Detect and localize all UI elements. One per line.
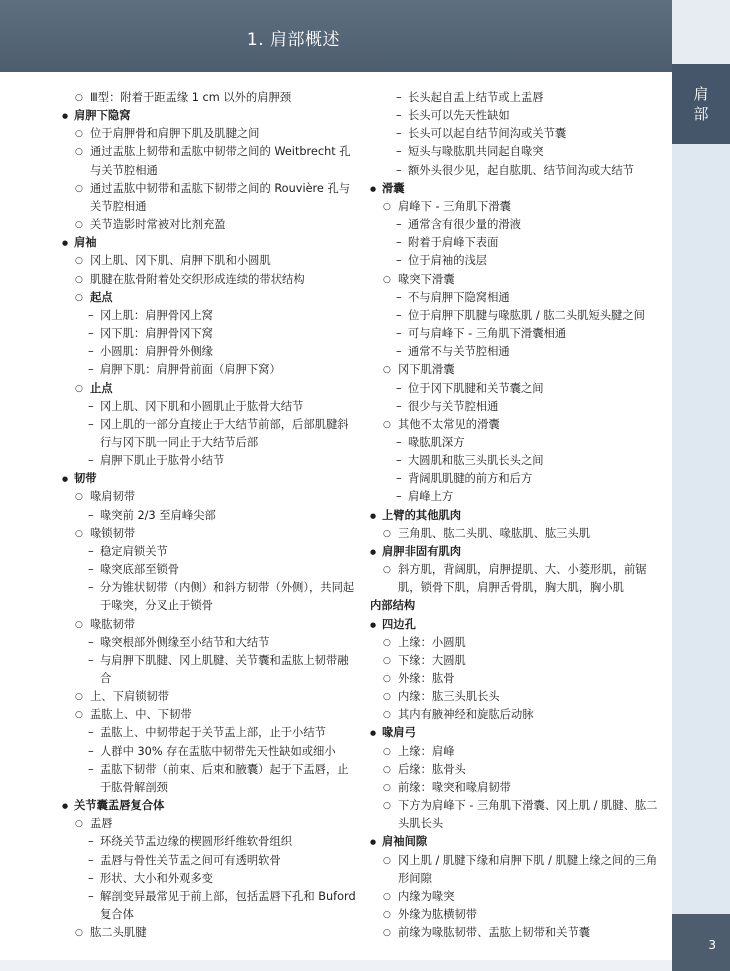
outline-item: – 冈上肌：肩胛骨冈上窝 <box>62 307 358 325</box>
outline-item: ○ 其他不太常见的滑囊 <box>370 416 666 434</box>
outline-item: – 喙突根部外侧缘至小结节和大结节 <box>62 634 358 652</box>
outline-heading: ● 关节囊盂唇复合体 <box>62 797 358 815</box>
chapter-title: 1. 肩部概述 <box>246 30 340 50</box>
outline-item: ○ 内缘为喙突 <box>370 888 666 906</box>
outline-item: – 冈上肌、冈下肌和小圆肌止于肱骨大结节 <box>62 398 358 416</box>
outline-heading: ● 四边孔 <box>370 616 666 634</box>
section-tab-line1: 肩 <box>693 85 709 103</box>
outline-item: – 肩胛下肌止于肱骨小结节 <box>62 452 358 470</box>
outline-item: ○ 上、下肩锁韧带 <box>62 688 358 706</box>
outline-item: ○ 外缘为肱横韧带 <box>370 906 666 924</box>
outline-item: ○ 冈下肌滑囊 <box>370 361 666 379</box>
outline-item: ○ 前缘：喙突和喙肩韧带 <box>370 779 666 797</box>
outline-item: ○ 喙肩韧带 <box>62 488 358 506</box>
outline-item: – 盂唇与骨性关节盂之间可有透明软骨 <box>62 852 358 870</box>
outline-item: ○ 冈上肌、冈下肌、肩胛下肌和小圆肌 <box>62 252 358 270</box>
outline-item: – 冈上肌的一部分直接止于大结节前部，后部肌腱斜行与冈下肌一同止于大结节后部 <box>62 416 358 452</box>
outline-item: – 位于冈下肌腱和关节囊之间 <box>370 380 666 398</box>
outline-heading: ● 韧带 <box>62 470 358 488</box>
outline-item: ○ 盂唇 <box>62 815 358 833</box>
outline-item: ○ 上缘：小圆肌 <box>370 634 666 652</box>
page-number: 3 <box>672 914 730 971</box>
outline-item: ○ 三角肌、肱二头肌、喙肱肌、肱三头肌 <box>370 525 666 543</box>
outline-item: ○ 后缘：肱骨头 <box>370 761 666 779</box>
outline-heading: ● 肩袖 <box>62 234 358 252</box>
outline-item: – 通常含有很少量的滑液 <box>370 216 666 234</box>
outline-item: ○ 关节造影时常被对比剂充盈 <box>62 216 358 234</box>
left-column <box>62 89 358 942</box>
outline-item: ○ 内缘：肱三头肌长头 <box>370 688 666 706</box>
outline-item: ○ 通过盂肱中韧带和盂肱下韧带之间的 Rouvière 孔与关节腔相通 <box>62 180 358 216</box>
outline-item: ○ 肌腱在肱骨附着处交织形成连续的带状结构 <box>62 271 358 289</box>
section-tab-line2: 部 <box>693 105 709 123</box>
outline-item: ○ 肩峰下 - 三角肌下滑囊 <box>370 198 666 216</box>
outline-item: ○ 外缘：肱骨 <box>370 670 666 688</box>
outline-item: ○ 起点 <box>62 289 358 307</box>
outline-item: – 肩胛下肌：肩胛骨前面（肩胛下窝） <box>62 361 358 379</box>
side-rail <box>672 0 730 971</box>
outline-item: ○ 冈上肌 / 肌腱下缘和肩胛下肌 / 肌腱上缘之间的三角形间隙 <box>370 852 666 888</box>
bottom-strip <box>0 960 672 971</box>
outline-item: ○ 位于肩胛骨和肩胛下肌及肌腱之间 <box>62 125 358 143</box>
outline-heading: ● 滑囊 <box>370 180 666 198</box>
outline-item: – 长头起自盂上结节或上盂唇 <box>370 89 666 107</box>
outline-item: ○ 其内有腋神经和旋肱后动脉 <box>370 706 666 724</box>
outline-item: – 附着于肩峰下表面 <box>370 234 666 252</box>
outline-item: ○ 喙突下滑囊 <box>370 271 666 289</box>
outline-item: ○ 上缘：肩峰 <box>370 743 666 761</box>
outline-item: ○ 下方为肩峰下 - 三角肌下滑囊、冈上肌 / 肌腱、肱二头肌长头 <box>370 797 666 833</box>
outline-item: – 喙突前 2/3 至肩峰尖部 <box>62 507 358 525</box>
outline-item: – 稳定肩锁关节 <box>62 543 358 561</box>
outline-item: – 与肩胛下肌腱、冈上肌腱、关节囊和盂肱上韧带融合 <box>62 652 358 688</box>
chapter-header <box>0 0 672 72</box>
outline-item: – 可与肩峰下 - 三角肌下滑囊相通 <box>370 325 666 343</box>
outline-heading: ● 喙肩弓 <box>370 724 666 742</box>
outline-item: – 喙突底部至锁骨 <box>62 561 358 579</box>
outline-heading: ● 上臂的其他肌肉 <box>370 507 666 525</box>
outline-item: ○ 通过盂肱上韧带和盂肱中韧带之间的 Weitbrecht 孔与关节腔相通 <box>62 143 358 179</box>
outline-item: – 分为锥状韧带（内侧）和斜方韧带（外侧），共同起于喙突，分叉止于锁骨 <box>62 579 358 615</box>
outline-item: – 额外头很少见，起自肱肌、结节间沟或大结节 <box>370 162 666 180</box>
outline-item: ○ 前缘为喙肱韧带、盂肱上韧带和关节囊 <box>370 924 666 942</box>
outline-item: – 形状、大小和外观多变 <box>62 870 358 888</box>
outline-item: – 肩峰上方 <box>370 488 666 506</box>
outline-item: – 喙肱肌深方 <box>370 434 666 452</box>
section-heading: 内部结构 <box>370 599 416 613</box>
outline-item: ○ 下缘：大圆肌 <box>370 652 666 670</box>
outline-item: – 小圆肌：肩胛骨外侧缘 <box>62 343 358 361</box>
outline-item: – 通常不与关节腔相通 <box>370 343 666 361</box>
outline-heading: ● 肩胛非固有肌肉 <box>370 543 666 561</box>
outline-item: – 冈下肌：肩胛骨冈下窝 <box>62 325 358 343</box>
outline-item: – 人群中 30% 存在盂肱中韧带先天性缺如或细小 <box>62 743 358 761</box>
outline-item: ○ Ⅲ型：附着于距盂缘 1 cm 以外的肩胛颈 <box>62 89 358 107</box>
outline-item: ○ 喙肱韧带 <box>62 616 358 634</box>
side-rail-band <box>672 144 730 914</box>
outline-item: – 盂肱下韧带（前束、后束和腋囊）起于下盂唇，止于肱骨解剖颈 <box>62 761 358 797</box>
outline-item: – 长头可以先天性缺如 <box>370 107 666 125</box>
outline-item: – 很少与关节腔相通 <box>370 398 666 416</box>
side-rail-top <box>672 0 730 64</box>
section-tab[interactable] <box>672 64 730 144</box>
outline-item: ○ 盂肱上、中、下韧带 <box>62 706 358 724</box>
outline-heading: ● 肩袖间隙 <box>370 833 666 851</box>
outline-item: – 大圆肌和肱三头肌长头之间 <box>370 452 666 470</box>
outline-heading: ● 肩胛下隐窝 <box>62 107 358 125</box>
outline-item: – 背阔肌肌腱的前方和后方 <box>370 470 666 488</box>
outline-item: ○ 斜方肌，背阔肌，肩胛提肌、大、小菱形肌，前锯肌，锁骨下肌，肩胛舌骨肌，胸大肌，胸小肌 <box>370 561 666 597</box>
outline-item: – 位于肩胛下肌腱与喙肱肌 / 肱二头肌短头腱之间 <box>370 307 666 325</box>
outline-item: – 环绕关节盂边缘的楔圆形纤维软骨组织 <box>62 833 358 851</box>
outline-item: ○ 喙锁韧带 <box>62 525 358 543</box>
outline-item: – 不与肩胛下隐窝相通 <box>370 289 666 307</box>
outline-item: – 长头可以起自结节间沟或关节囊 <box>370 125 666 143</box>
outline-item: – 盂肱上、中韧带起于关节盂上部，止于小结节 <box>62 724 358 742</box>
outline-item: ○ 止点 <box>62 380 358 398</box>
right-column <box>370 89 666 942</box>
outline-item: ○ 肱二头肌腱 <box>62 924 358 942</box>
outline-item: – 短头与喙肱肌共同起自喙突 <box>370 143 666 161</box>
outline-item: – 解剖变异最常见于前上部，包括盂唇下孔和 Buford 复合体 <box>62 888 358 924</box>
outline-item: – 位于肩袖的浅层 <box>370 252 666 270</box>
